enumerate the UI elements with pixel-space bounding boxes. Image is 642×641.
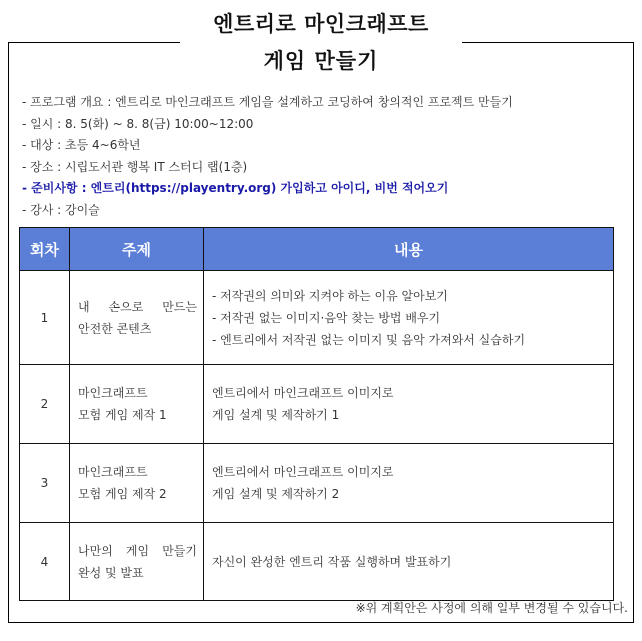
session-number: 3 (20, 444, 70, 523)
topic-line: 모험 게임 제작 1 (78, 408, 167, 422)
frame-border-right (633, 42, 634, 623)
topic-line: 마인크래프트 (78, 386, 148, 400)
header-topic: 주제 (70, 228, 204, 271)
program-info (22, 92, 622, 221)
session-content (204, 365, 614, 444)
info-location: - 장소 : 시립도서관 행복 IT 스터디 랩(1층) (22, 159, 248, 174)
session-content (204, 523, 614, 601)
content-line: 엔트리에서 마인크래프트 이미지로 (212, 386, 394, 400)
table-row (20, 271, 614, 365)
table-row (20, 444, 614, 523)
table-header-row (20, 228, 614, 271)
title-line2: 게임 만들기 (263, 49, 379, 73)
footnote: ※위 계획안은 사정에 의해 일부 변경될 수 있습니다. (355, 601, 628, 615)
info-overview: - 프로그램 개요 : 엔트리로 마인크래프트 게임을 설계하고 코딩하여 창의적인 프로젝트 만들기 (22, 95, 513, 109)
topic-line: 마인크래프트 (78, 465, 148, 479)
content-line: 엔트리에서 마인크래프트 이미지로 (212, 465, 394, 479)
content-line: - 저작권의 의미와 지켜야 하는 이유 알아보기 (212, 288, 448, 303)
session-topic (70, 365, 204, 444)
info-preparation: - 준비사항 : 엔트리(https://playentry.org) 가입하고 아이디, 비번 적어오기 (22, 181, 449, 195)
table-row (20, 365, 614, 444)
frame-border-bottom (8, 622, 634, 623)
table-row (20, 523, 614, 601)
content-line: - 저작권 없는 이미지·음악 찾는 방법 배우기 (212, 310, 441, 325)
content-line: 자신이 완성한 엔트리 작품 실행하며 발표하기 (212, 554, 452, 569)
session-topic (70, 444, 204, 523)
header-content: 내용 (204, 228, 614, 271)
content-line: - 엔트리에서 저작권 없는 이미지 및 음악 가져와서 실습하기 (212, 332, 526, 347)
info-date: - 일시 : 8. 5(화) ~ 8. 8(금) 10:00~12:00 (22, 116, 254, 131)
topic-line: 안전한 콘텐츠 (78, 321, 152, 336)
frame-border-left (8, 42, 9, 623)
session-number: 4 (20, 523, 70, 601)
session-content (204, 271, 614, 365)
session-topic (70, 523, 204, 601)
header-session: 회차 (20, 228, 70, 271)
frame-border-top-right (462, 42, 634, 43)
schedule-table (19, 227, 614, 601)
session-content (204, 444, 614, 523)
topic-line: 모험 게임 제작 2 (78, 487, 167, 501)
content-line: 게임 설계 및 제작하기 2 (212, 487, 340, 501)
topic-line: 내 손으로 만드는 (78, 299, 197, 314)
session-number: 1 (20, 271, 70, 365)
topic-line: 나만의 게임 만들기 (78, 543, 197, 558)
title-line1: 엔트리로 마인크래프트 (213, 12, 429, 36)
session-number: 2 (20, 365, 70, 444)
info-instructor: - 강사 : 강이슬 (22, 202, 100, 217)
session-topic (70, 271, 204, 365)
content-line: 게임 설계 및 제작하기 1 (212, 408, 340, 422)
info-target: - 대상 : 초등 4~6학년 (22, 138, 141, 152)
frame-border-top-left (8, 42, 180, 43)
topic-line: 완성 및 발표 (78, 565, 144, 580)
